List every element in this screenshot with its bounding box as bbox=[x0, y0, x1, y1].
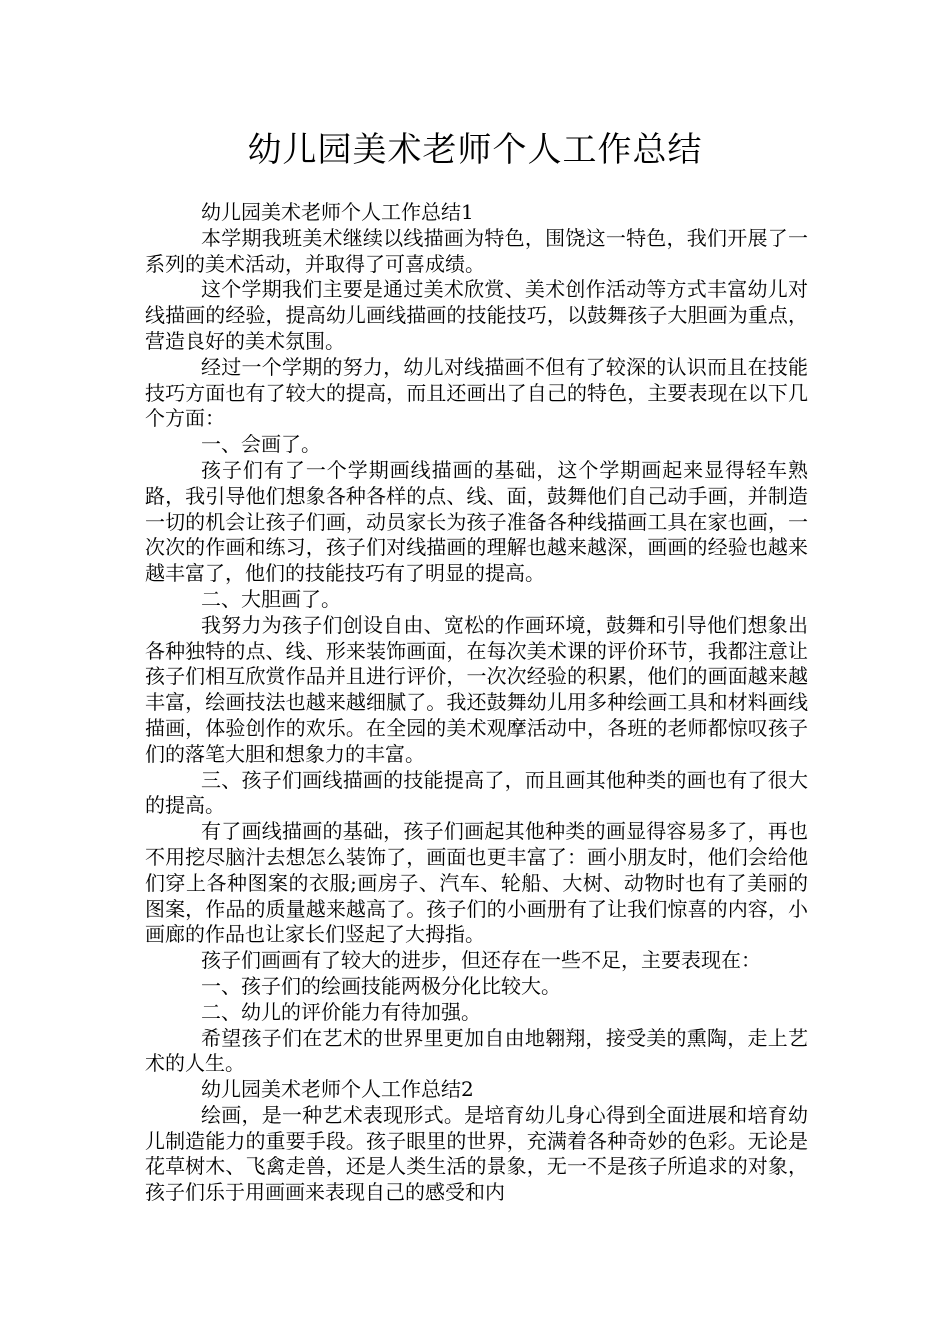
paragraph: 希望孩子们在艺术的世界里更加自由地翱翔，接受美的熏陶，走上艺术的人生。 bbox=[145, 1025, 808, 1076]
section-heading: 一、会画了。 bbox=[201, 432, 321, 457]
section-heading: 二、大胆画了。 bbox=[201, 586, 341, 611]
paragraph: 我努力为孩子们创设自由、宽松的作画环境，鼓舞和引导他们想象出各种独特的点、线、形来装饰画面，在每次美术课的评价环节，我都注意让孩子们相互欣赏作品并且进行评价，一次次经验的积累，他们的画面越来越丰富，绘画技法也越来越细腻了。我还鼓舞幼儿用多种绘画工具和材料画线描画，体验创作的欢乐。在全园的美术观摩活动中，各班的老师都惊叹孩子们的落笔大胆和想象力的丰富。 bbox=[145, 612, 808, 766]
paragraph: 绘画，是一种艺术表现形式。是培育幼儿身心得到全面进展和培育幼儿制造能力的重要手段。孩子眼里的世界，充满着各种奇妙的色彩。无论是花草树木、飞禽走兽，还是人类生活的景象，无一不是孩子所追求的对象，孩子们乐于用画画来表现自己的感受和内 bbox=[145, 1102, 808, 1205]
document-title: 幼儿园美术老师个人工作总结 bbox=[247, 130, 703, 170]
document-body bbox=[145, 200, 808, 1206]
paragraph: 孩子们画画有了较大的进步，但还存在一些不足，主要表现在： bbox=[201, 948, 761, 973]
list-item: 二、幼儿的评价能力有待加强。 bbox=[201, 999, 481, 1024]
paragraph: 幼儿园美术老师个人工作总结2 bbox=[201, 1077, 474, 1102]
paragraph: 有了画线描画的基础，孩子们画起其他种类的画显得容易多了，再也不用挖尽脑汁去想怎么装饰了，画面也更丰富了：画小朋友时，他们会给他们穿上各种图案的衣服;画房子、汽车、轮船、大树、动物时也有了美丽的图案，作品的质量越来越高了。孩子们的小画册有了让我们惊喜的内容，小画廊的作品也让家长们竖起了大拇指。 bbox=[145, 819, 808, 947]
list-item: 一、孩子们的绘画技能两极分化比较大。 bbox=[201, 973, 561, 998]
paragraph: 本学期我班美术继续以线描画为特色，围饶这一特色，我们开展了一系列的美术活动，并取得了可喜成绩。 bbox=[145, 225, 808, 276]
section-heading: 三、孩子们画线描画的技能提高了，而且画其他种类的画也有了很大的提高。 bbox=[145, 767, 808, 818]
paragraph: 经过一个学期的努力，幼儿对线描画不但有了较深的认识而且在技能技巧方面也有了较大的提高，而且还画出了自己的特色，主要表现在以下几个方面： bbox=[145, 354, 808, 431]
paragraph: 幼儿园美术老师个人工作总结1 bbox=[201, 200, 474, 224]
paragraph: 这个学期我们主要是通过美术欣赏、美术创作活动等方式丰富幼儿对线描画的经验，提高幼儿画线描画的技能技巧，以鼓舞孩子大胆画为重点，营造良好的美术氛围。 bbox=[145, 277, 808, 353]
paragraph: 孩子们有了一个学期画线描画的基础，这个学期画起来显得轻车熟路，我引导他们想象各种各样的点、线、面，鼓舞他们自己动手画，并制造一切的机会让孩子们画，动员家长为孩子准备各种线描画工具在家也画，一次次的作画和练习，孩子们对线描画的理解也越来越深，画画的经验也越来越丰富了，他们的技能技巧有了明显的提高。 bbox=[145, 457, 808, 586]
